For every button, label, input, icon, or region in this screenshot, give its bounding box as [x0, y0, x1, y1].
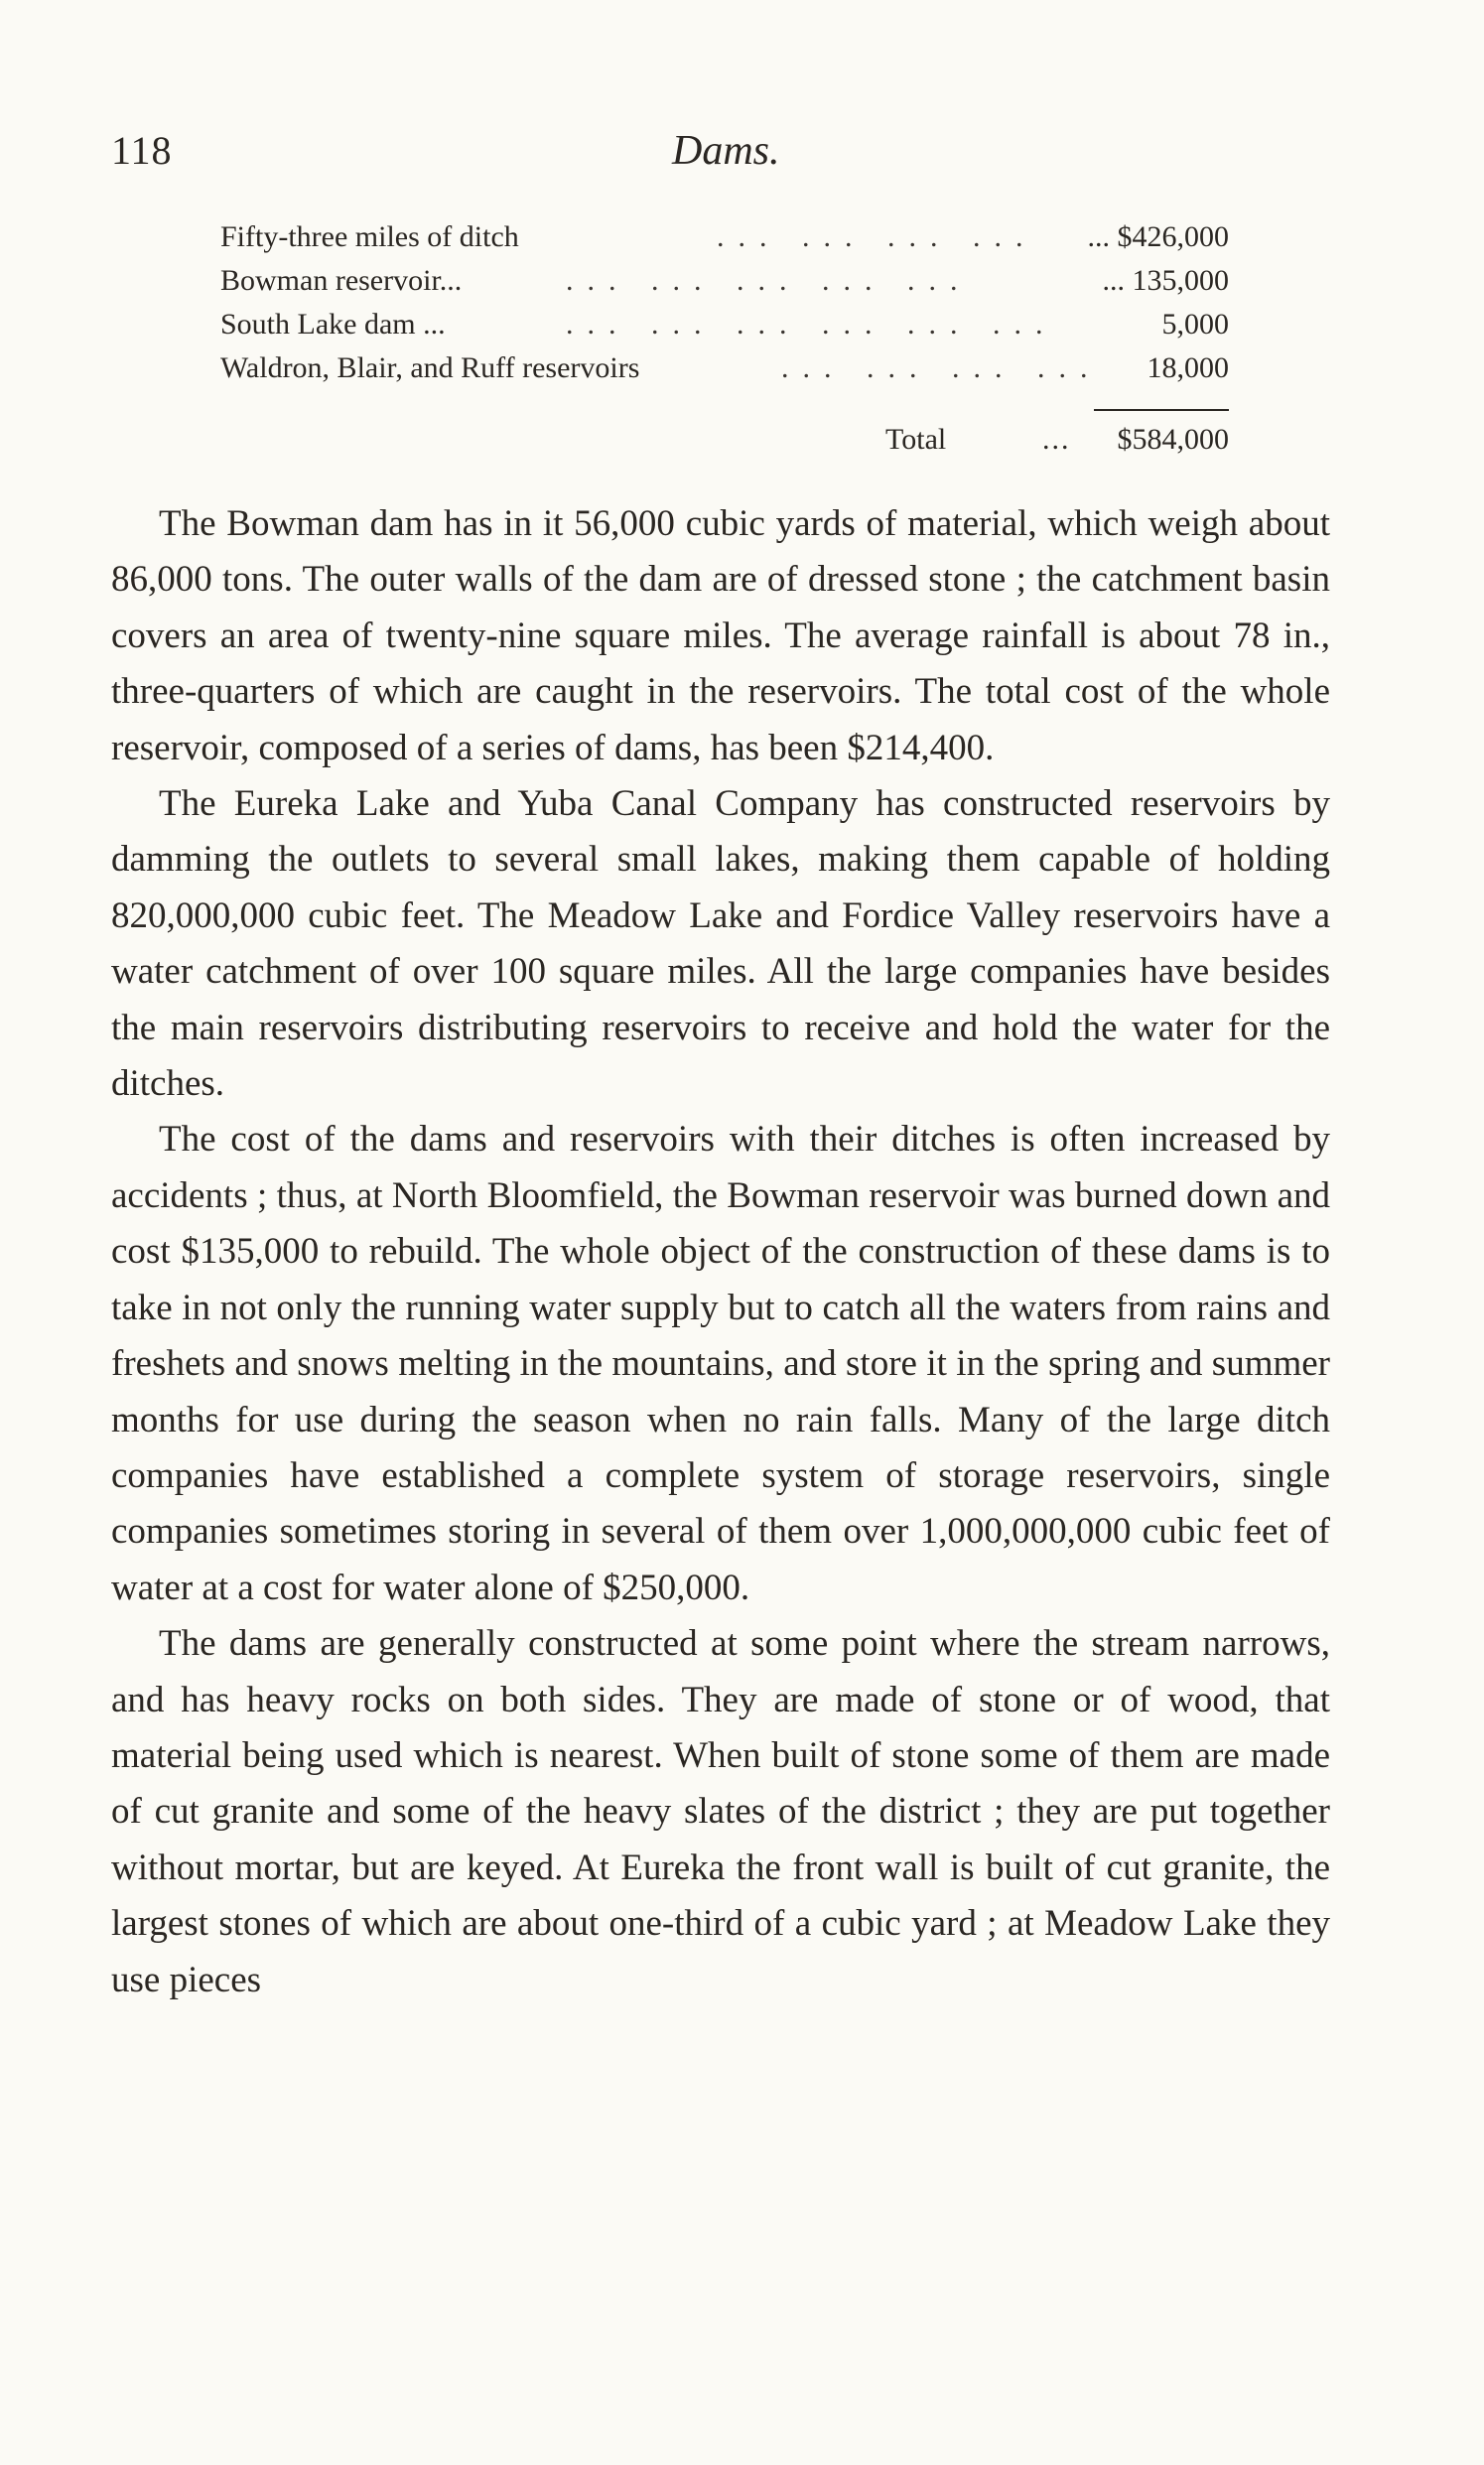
dot-leader: ... ... ... ... ... ...	[566, 308, 1057, 341]
cost-label: Fifty-three miles of ditch	[220, 220, 519, 253]
cost-label: Waldron, Blair, and Ruff reservoirs	[220, 351, 640, 384]
cost-row	[220, 260, 1229, 304]
paragraph: The cost of the dams and reservoirs with their ditches is often increased by accidents ; thus, at North Bloomfield, the Bowman reservoir was burned down and cost $135,000 to rebuild. The whole object of the construction of these dams is to take in not only the running water supply but to catch all the waters from rains and freshets and snows melting in the mountains, and store it in the spring and summer months for use during the season when no rain falls. Many of the large ditch companies have established a complete system of storage reservoirs, single companies sometimes storing in several of them over 1,000,000,000 cubic feet of water at a cost for water alone of $250,000.	[111, 1119, 1330, 1608]
total-leader: ...	[1042, 423, 1071, 456]
dot-leader: ... ... ... ...	[781, 351, 1102, 384]
cost-label: Bowman reservoir...	[220, 264, 463, 297]
body-text	[111, 496, 1330, 2008]
cost-row	[220, 216, 1229, 260]
dot-leader: ... ... ... ...	[717, 220, 1037, 253]
cost-amount: ... $426,000	[1087, 220, 1229, 253]
total-amount: $584,000	[1117, 423, 1229, 456]
dot-leader: ... ... ... ... ...	[566, 264, 972, 297]
page-number: 118	[111, 128, 173, 173]
running-title: Dams.	[672, 128, 780, 174]
total-rule	[1094, 409, 1229, 411]
total-row	[220, 419, 1229, 463]
cost-amount: ... 135,000	[1102, 264, 1229, 297]
cost-table	[220, 216, 1229, 456]
cost-amount: 18,000	[1147, 351, 1229, 384]
paragraph: The Bowman dam has in it 56,000 cubic yards of material, which weigh about 86,000 tons. The outer walls of the dam are of dressed stone ; the catchment basin covers an area of twenty-nine square miles. The average rainfall is about 78 in., three-quarters of which are caught in the reservoirs. The total cost of the whole reservoir, composed of a series of dams, has been $214,400.	[111, 503, 1330, 768]
paragraph: The dams are generally constructed at some point where the stream narrows, and has heavy rocks on both sides. They are made of stone or of wood, that material being used which is nearest. When built of stone some of them are made of cut granite and some of the heavy slates of the district ; they are put together without mortar, but are keyed. At Eureka the front wall is built of cut granite, the largest stones of which are about one-third of a cubic yard ; at Meadow Lake they use pieces	[111, 1623, 1330, 2000]
cost-amount: 5,000	[1161, 308, 1229, 341]
cost-row	[220, 347, 1229, 391]
cost-row	[220, 304, 1229, 347]
paragraph: The Eureka Lake and Yuba Canal Company has constructed reservoirs by damming the outlets to several small lakes, making them capable of holding 820,000,000 cubic feet. The Meadow Lake and Fordice Valley reservoirs have a water catchment of over 100 square miles. All the large companies have besides the main reservoirs distributing reservoirs to receive and hold the water for the ditches.	[111, 783, 1330, 1105]
cost-label: South Lake dam ...	[220, 308, 446, 341]
running-head	[111, 117, 1330, 177]
total-label: Total	[885, 423, 947, 456]
